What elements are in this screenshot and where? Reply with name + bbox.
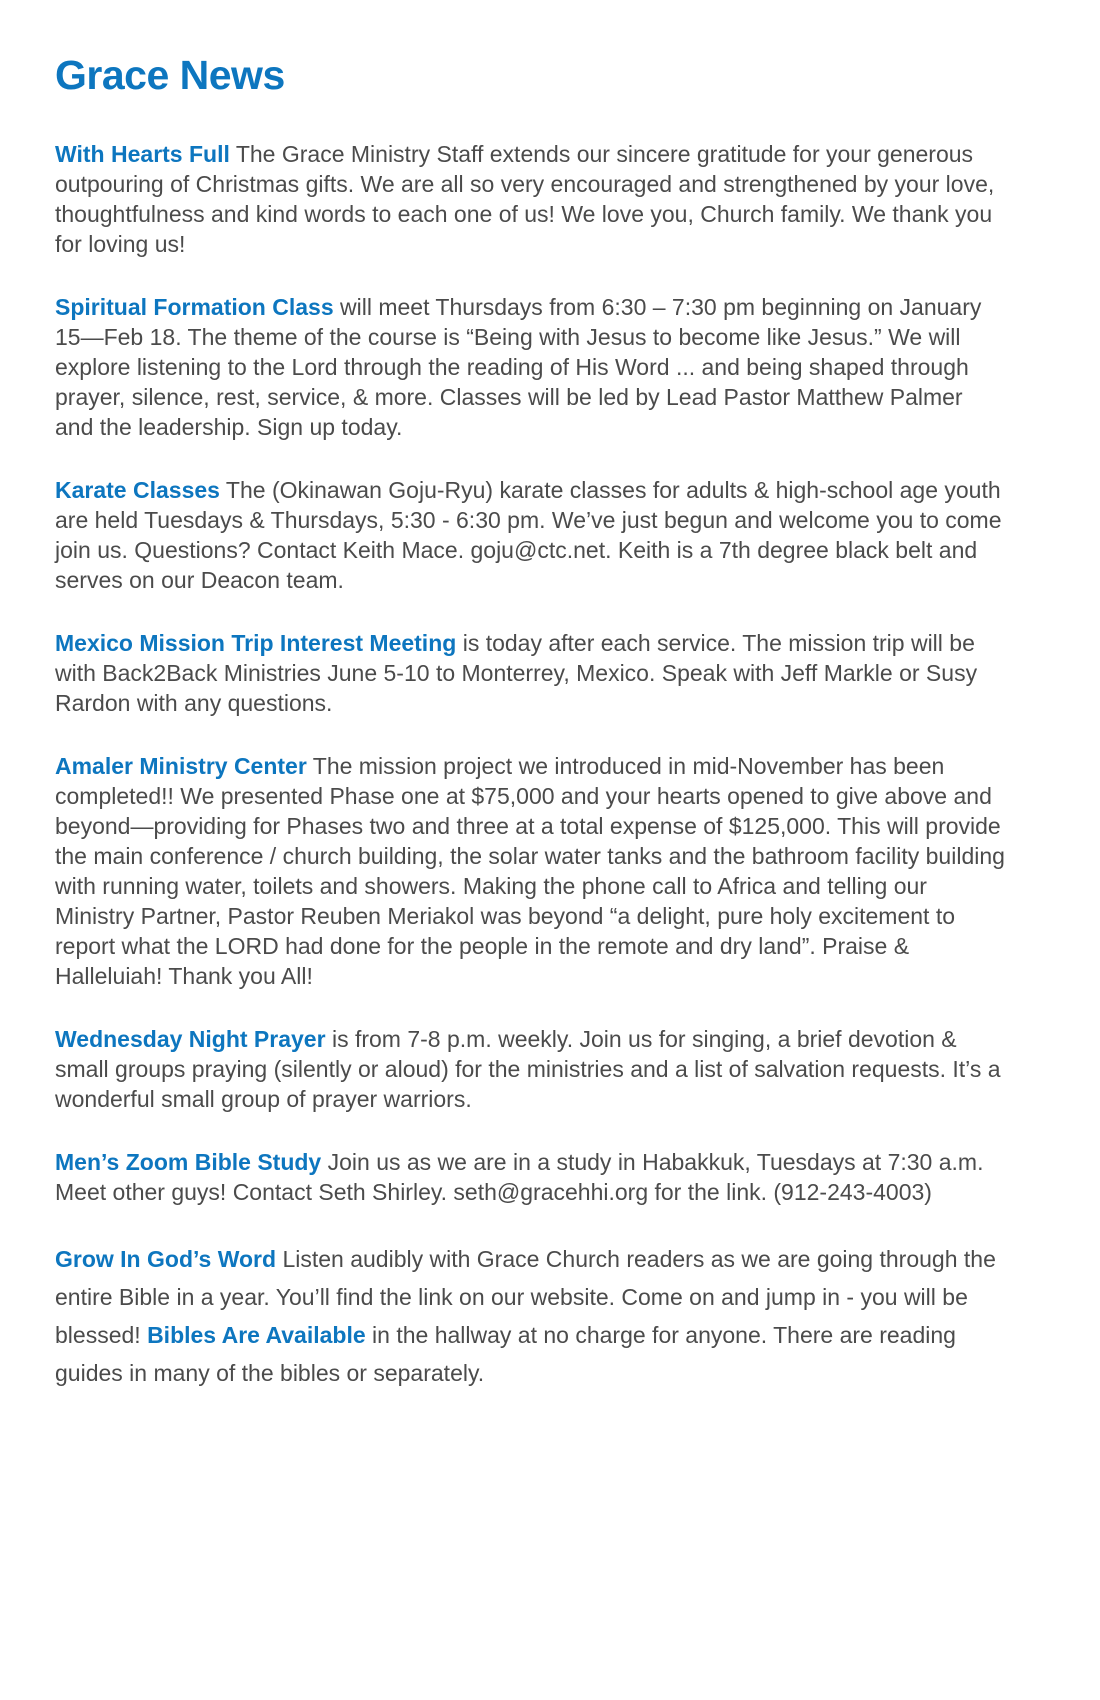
newsletter-page [55,0,1005,1392]
section-heading: With Hearts Full [55,141,230,167]
section-heading: Amaler Ministry Center [55,753,307,779]
section-heading: Men’s Zoom Bible Study [55,1149,322,1175]
page-title: Grace News [55,52,285,98]
paragraph-text: is today after each service. The mission trip will be with Back2Back Ministries June 5-10 to Monterrey, Mexico. Speak with Jeff Markle or Susy Rardon with any questions. [55,630,978,716]
newsletter-paragraph [55,1240,1005,1392]
section-heading: Wednesday Night Prayer [55,1026,326,1052]
paragraph-text: Join us as we are in a study in Habakkuk, Tuesdays at 7:30 a.m. Meet other guys! Contact Seth Shirley. seth@gracehhi.org for the link. (912-243-4003) [55,1149,984,1205]
newsletter-body [55,139,1005,1392]
newsletter-paragraph [55,475,1005,595]
newsletter-paragraph [55,1147,1005,1207]
paragraph-text: The Grace Ministry Staff extends our sincere gratitude for your generous outpouring of Christmas gifts. We are all so very encouraged and strengthened by your love, thoughtfulness and kind words to each one of us! We love you, Church family. We thank you for loving us! [55,141,995,257]
newsletter-paragraph [55,628,1005,718]
section-heading: Grow In God’s Word [55,1246,277,1272]
section-heading: Karate Classes [55,477,220,503]
paragraph-text: in the hallway at no charge for anyone. There are reading guides in many of the bibles or separately. [55,1322,956,1386]
paragraph-text: is from 7-8 p.m. weekly. Join us for singing, a brief devotion & small groups praying (silently or aloud) for the ministries and a list of salvation requests. It’s a wonderful small group of prayer warriors. [55,1026,1001,1112]
newsletter-paragraph [55,1024,1005,1114]
paragraph-text: will meet Thursdays from 6:30 – 7:30 pm beginning on January 15—Feb 18. The theme of the course is “Being with Jesus to become like Jesus.” We will explore listening to the Lord through the reading of His Word ... and being shaped through prayer, silence, rest, service, & more. Classes will be led by Lead Pastor Matthew Palmer and the leadership. Sign up today. [55,294,982,440]
paragraph-text: The (Okinawan Goju-Ryu) karate classes for adults & high-school age youth are held Tuesdays & Thursdays, 5:30 - 6:30 pm. We’ve just begun and welcome you to come join us. Questions? Contact Keith Mace. goju@ctc.net. Keith is a 7th degree black belt and serves on our Deacon team. [55,477,1002,593]
paragraph-text: The mission project we introduced in mid-November has been completed!! We presented Phase one at $75,000 and your hearts opened to give above and beyond—providing for Phases two and three at a total expense of $125,000. This will provide the main conference / church building, the solar water tanks and the bathroom facility building with running water, toilets and showers. Making the phone call to Africa and telling our Ministry Partner, Pastor Reuben Meriakol was beyond “a delight, pure holy excitement to report what the LORD had done for the people in the remote and dry land”. Praise & Halleluiah! Thank you All! [55,753,1005,989]
section-heading: Spiritual Formation Class [55,294,334,320]
section-heading: Mexico Mission Trip Interest Meeting [55,630,457,656]
newsletter-paragraph [55,292,1005,442]
section-heading: Bibles Are Available [147,1322,366,1348]
newsletter-paragraph [55,139,1005,259]
paragraph-text: Listen audibly with Grace Church readers as we are going through the entire Bible in a year. You’ll find the link on our website. Come on and jump in - you will be blessed! [55,1246,996,1348]
newsletter-paragraph [55,751,1005,991]
